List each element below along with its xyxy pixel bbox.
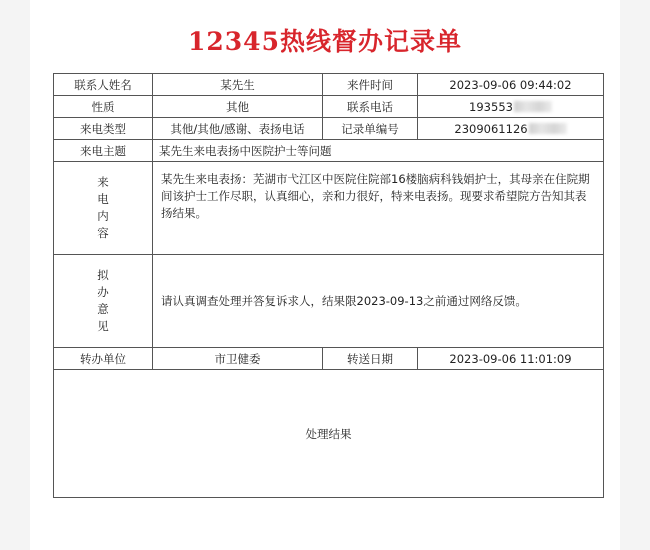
call-subject-label: 来电主题 (54, 140, 153, 162)
record-number-label: 记录单编号 (323, 118, 418, 140)
call-type-label: 来电类型 (54, 118, 153, 140)
call-content-label: 来 电 内 容 (54, 162, 153, 255)
nature-value: 其他 (153, 96, 323, 118)
contact-name-label: 联系人姓名 (54, 74, 153, 96)
phone-cell (418, 96, 604, 118)
received-time-label: 来件时间 (323, 74, 418, 96)
call-content-text: 某先生来电表扬：芜湖市弋江区中医院住院部16楼脑病科钱娟护士，其母亲在住院期间该护士工作尽职，认真细心，亲和力很好，特来电表扬。现要求希望院方告知其表扬结果。 (153, 162, 604, 255)
table-row (54, 370, 604, 498)
processing-result: 处理结果 (54, 370, 604, 498)
table-row (54, 96, 604, 118)
table-row (54, 118, 604, 140)
phone-value: 193553 (469, 99, 513, 114)
nature-label: 性质 (54, 96, 153, 118)
contact-name-value: 某先生 (153, 74, 323, 96)
table-row (54, 348, 604, 370)
record-number-cell (418, 118, 604, 140)
call-subject-value: 某先生来电表扬中医院护士等问题 (153, 140, 604, 162)
proposed-opinion-text: 请认真调查处理并答复诉求人，结果限2023-09-13之前通过网络反馈。 (153, 255, 604, 348)
table-row (54, 255, 604, 348)
document-title: 12345热线督办记录单 (188, 27, 462, 56)
received-time-value: 2023-09-06 09:44:02 (418, 74, 604, 96)
phone-label: 联系电话 (323, 96, 418, 118)
table-row (54, 74, 604, 96)
transfer-date-value: 2023-09-06 11:01:09 (418, 348, 604, 370)
proposed-opinion-label: 拟 办 意 见 (54, 255, 153, 348)
redacted-blur (514, 101, 552, 112)
transfer-date-label: 转送日期 (323, 348, 418, 370)
table-row (54, 162, 604, 255)
supervision-record-table (53, 73, 604, 498)
record-number-value: 2309061126 (454, 121, 528, 136)
call-type-value: 其他/其他/感谢、表扬电话 (153, 118, 323, 140)
transfer-unit-value: 市卫健委 (153, 348, 323, 370)
table-row (54, 140, 604, 162)
transfer-unit-label: 转办单位 (54, 348, 153, 370)
redacted-blur (529, 123, 567, 134)
